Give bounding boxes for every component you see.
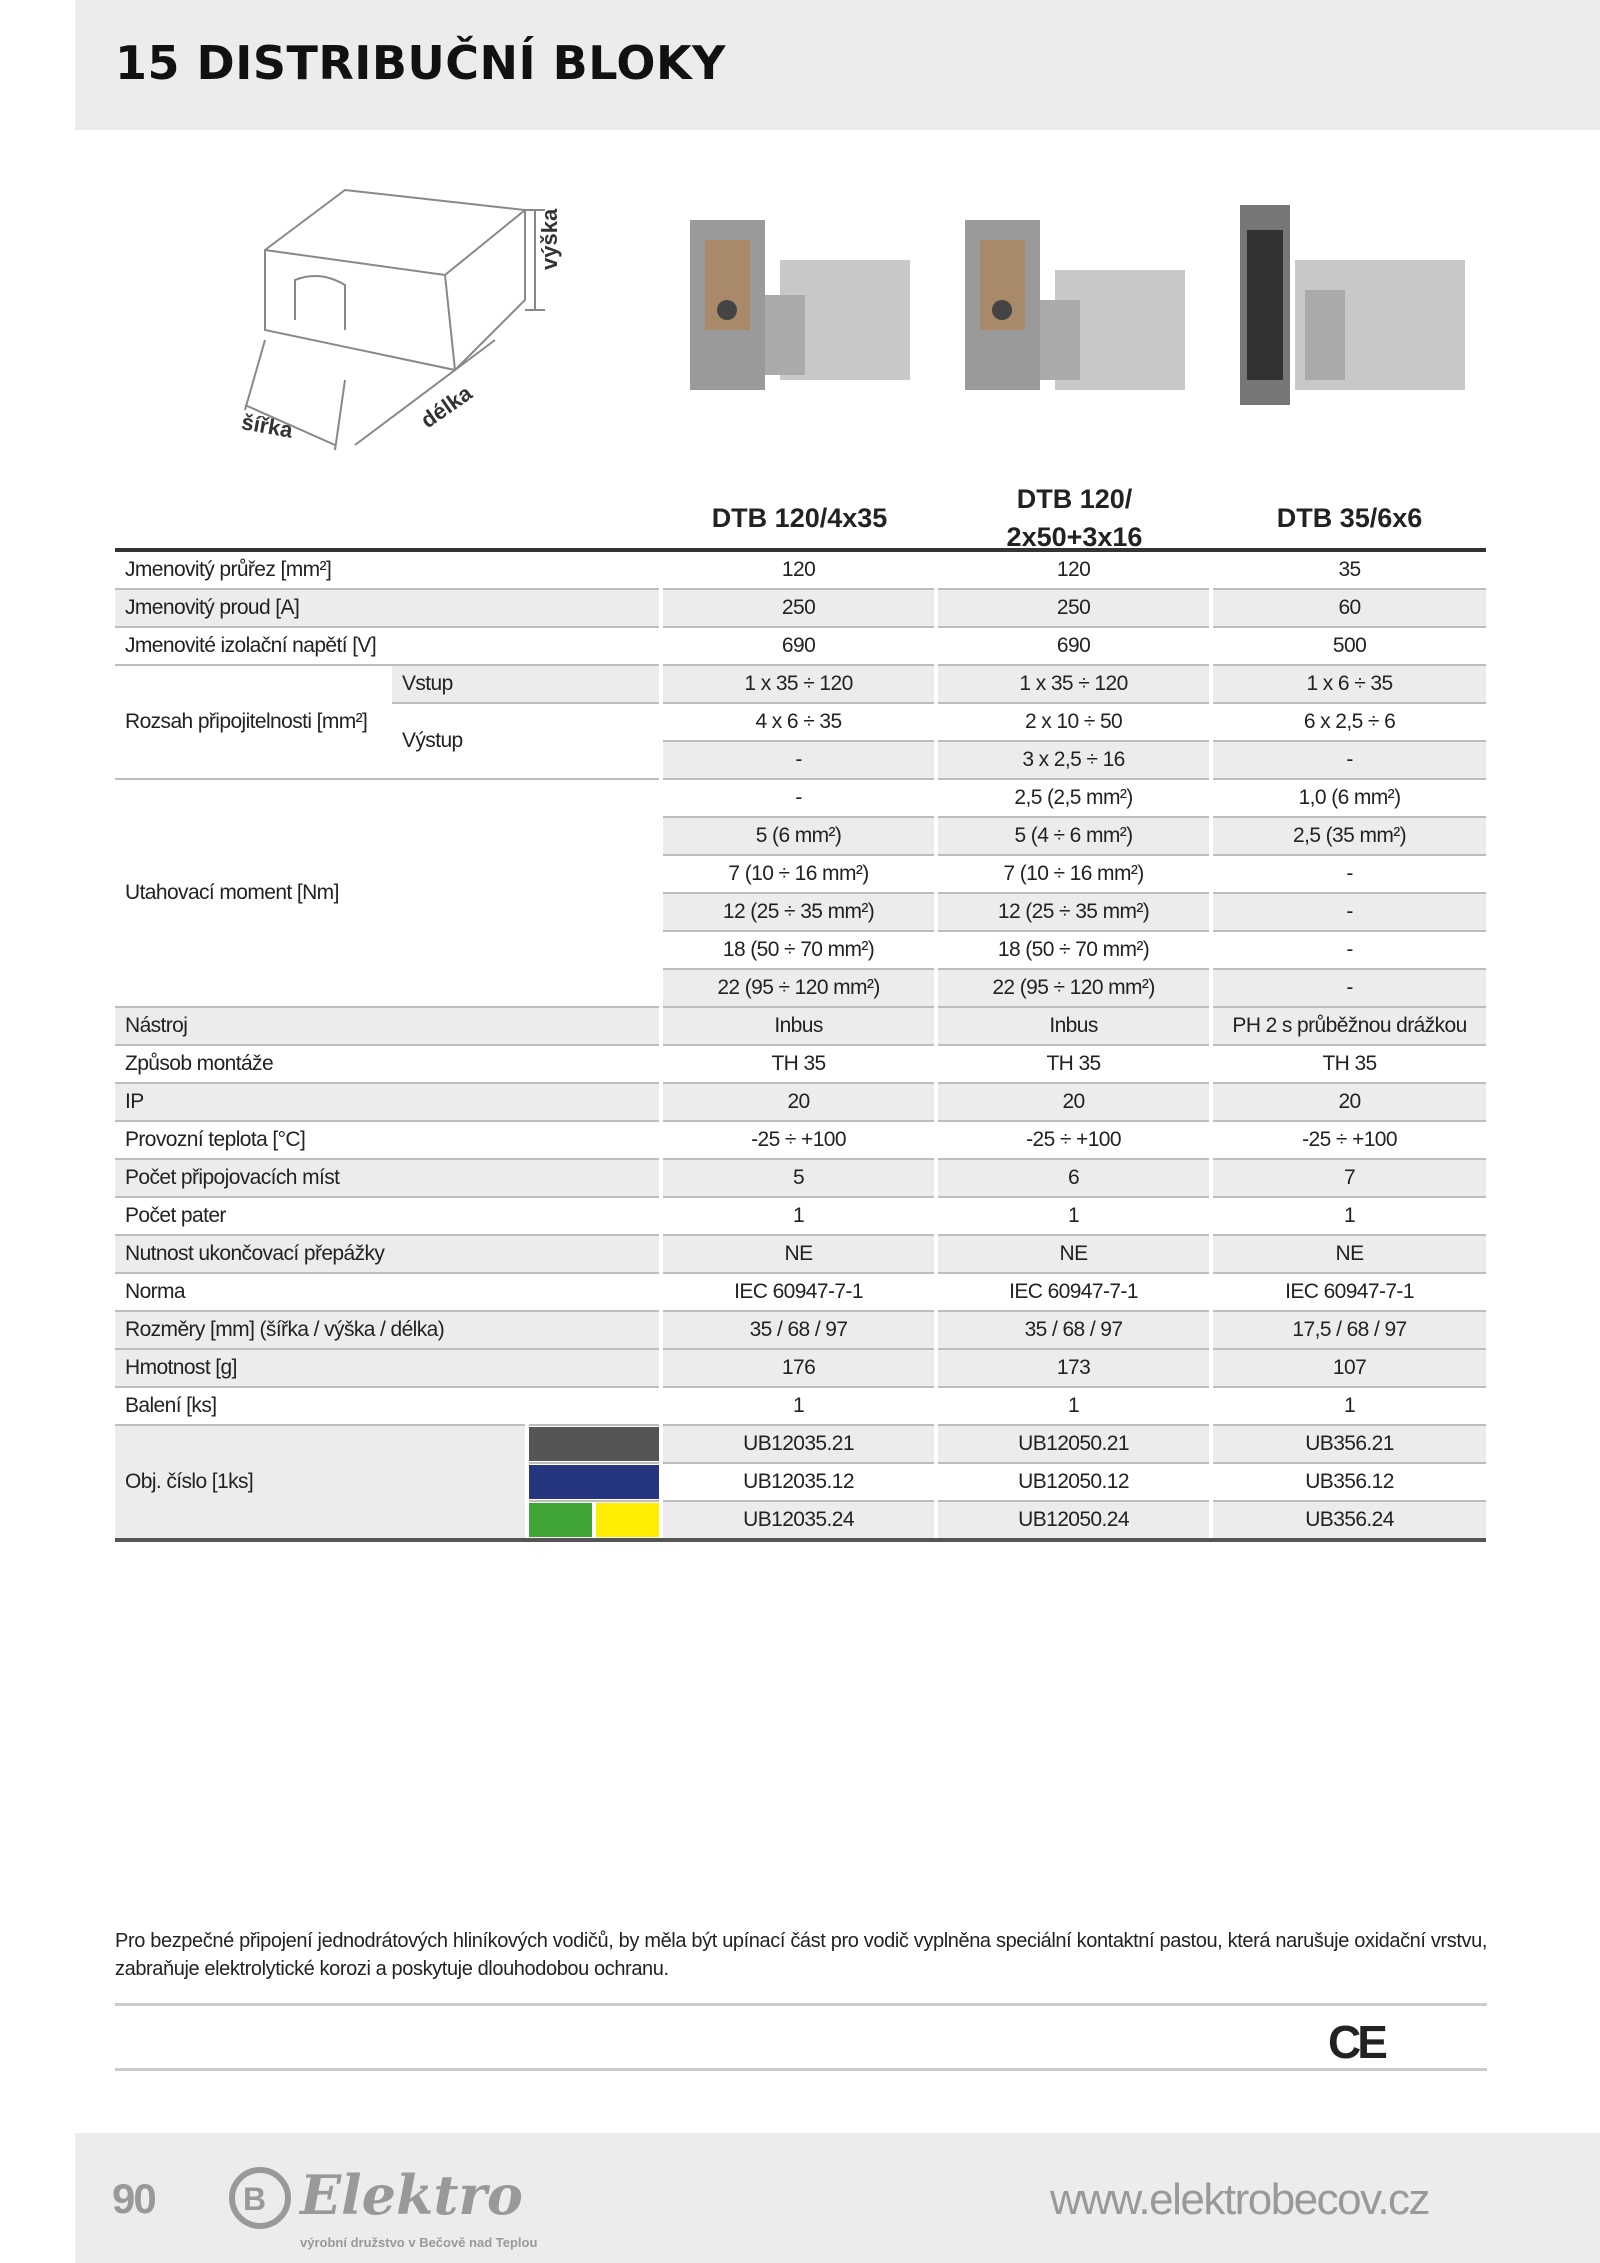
cell-value: 1,0 (6 mm²) bbox=[1211, 779, 1486, 817]
row-label: Jmenovitý průřez [mm²] bbox=[115, 550, 661, 589]
cell-value: 35 bbox=[1211, 550, 1486, 589]
table-row bbox=[115, 1387, 1486, 1425]
table-row bbox=[115, 1121, 1486, 1159]
table-row bbox=[115, 1007, 1486, 1045]
row-label: Způsob montáže bbox=[115, 1045, 661, 1083]
cell-value: 2,5 (2,5 mm²) bbox=[936, 779, 1211, 817]
table-row bbox=[115, 1273, 1486, 1311]
product-header-1: DTB 120/4x35 bbox=[711, 502, 888, 533]
color-swatch bbox=[527, 1501, 661, 1540]
cell-value: 20 bbox=[661, 1083, 936, 1121]
cell-value: -25 ÷ +100 bbox=[936, 1121, 1211, 1159]
color-swatch bbox=[527, 1463, 661, 1501]
cell-value: 2,5 (35 mm²) bbox=[1211, 817, 1486, 855]
cell-value: 5 (4 ÷ 6 mm²) bbox=[936, 817, 1211, 855]
cell-value: - bbox=[661, 741, 936, 779]
cell-value: - bbox=[1211, 893, 1486, 931]
cell-value: 5 (6 mm²) bbox=[661, 817, 936, 855]
color-swatch-fill bbox=[529, 1503, 592, 1537]
row-label: Norma bbox=[115, 1273, 661, 1311]
product-image-1 bbox=[680, 200, 920, 415]
cell-value: 12 (25 ÷ 35 mm²) bbox=[936, 893, 1211, 931]
table-row bbox=[115, 1311, 1486, 1349]
cell-value: 35 / 68 / 97 bbox=[661, 1311, 936, 1349]
cell-value: 6 bbox=[936, 1159, 1211, 1197]
product-image-2 bbox=[955, 200, 1195, 415]
cell-value: 1 bbox=[936, 1197, 1211, 1235]
cell-value: UB12050.12 bbox=[936, 1463, 1211, 1501]
cell-value: 1 x 35 ÷ 120 bbox=[661, 665, 936, 703]
cell-value: UB356.12 bbox=[1211, 1463, 1486, 1501]
page-header bbox=[75, 0, 1600, 130]
cell-value: 7 (10 ÷ 16 mm²) bbox=[936, 855, 1211, 893]
cell-value: 7 bbox=[1211, 1159, 1486, 1197]
dimension-drawing bbox=[225, 180, 565, 480]
cell-value: UB12035.24 bbox=[661, 1501, 936, 1540]
spec-table bbox=[115, 548, 1486, 1542]
footnote: Pro bezpečné připojení jednodrátových hliníkových vodičů, by měla být upínací část pro vodič vyplněna speciální kontaktní pastou, která narušuje oxidační vrstvu, zabraňuje elektrolytické korozi a poskytuje dlouhodobou ochranu. bbox=[115, 1930, 1487, 1980]
cell-value: - bbox=[1211, 969, 1486, 1007]
cell-value: IEC 60947-7-1 bbox=[1211, 1273, 1486, 1311]
divider bbox=[115, 2068, 1487, 2071]
width-label: šířka bbox=[239, 409, 295, 443]
cell-value: PH 2 s průběžnou drážkou bbox=[1211, 1007, 1486, 1045]
cell-value: NE bbox=[661, 1235, 936, 1273]
cell-value: 1 bbox=[1211, 1197, 1486, 1235]
cell-value: 250 bbox=[936, 589, 1211, 627]
cell-value: 173 bbox=[936, 1349, 1211, 1387]
cell-value: 20 bbox=[936, 1083, 1211, 1121]
cell-value: 20 bbox=[1211, 1083, 1486, 1121]
row-sublabel: Vstup bbox=[392, 665, 661, 703]
table-row bbox=[115, 627, 1486, 665]
cell-value: UB12035.21 bbox=[661, 1425, 936, 1463]
table-row bbox=[115, 550, 1486, 589]
cell-value: 4 x 6 ÷ 35 bbox=[661, 703, 936, 741]
cell-value: TH 35 bbox=[936, 1045, 1211, 1083]
cell-value: 1 bbox=[661, 1387, 936, 1425]
row-label: Obj. číslo [1ks] bbox=[115, 1425, 527, 1540]
cell-value: 500 bbox=[1211, 627, 1486, 665]
table-row bbox=[115, 1159, 1486, 1197]
cell-value: UB12050.21 bbox=[936, 1425, 1211, 1463]
cell-value: UB356.24 bbox=[1211, 1501, 1486, 1540]
row-label: Jmenovité izolační napětí [V] bbox=[115, 627, 661, 665]
divider bbox=[115, 2003, 1487, 2006]
logo-name: Elektro bbox=[300, 2163, 523, 2227]
row-label: Hmotnost [g] bbox=[115, 1349, 661, 1387]
cell-value: 60 bbox=[1211, 589, 1486, 627]
cell-value: NE bbox=[936, 1235, 1211, 1273]
height-label: výška bbox=[537, 208, 562, 270]
row-label: Rozměry [mm] (šířka / výška / délka) bbox=[115, 1311, 661, 1349]
cell-value: -25 ÷ +100 bbox=[661, 1121, 936, 1159]
color-swatch-fill bbox=[529, 1427, 659, 1461]
cell-value: 18 (50 ÷ 70 mm²) bbox=[936, 931, 1211, 969]
cell-value: 1 bbox=[661, 1197, 936, 1235]
row-label: Nutnost ukončovací přepážky bbox=[115, 1235, 661, 1273]
cell-value: UB12035.12 bbox=[661, 1463, 936, 1501]
eb-logo-icon bbox=[225, 2163, 295, 2233]
row-label: Počet pater bbox=[115, 1197, 661, 1235]
svg-text:B: B bbox=[243, 2181, 267, 2217]
cell-value: - bbox=[1211, 741, 1486, 779]
cell-value: NE bbox=[1211, 1235, 1486, 1273]
table-row bbox=[115, 1083, 1486, 1121]
table-row bbox=[115, 665, 1486, 703]
cell-value: 17,5 / 68 / 97 bbox=[1211, 1311, 1486, 1349]
cell-value: 1 x 6 ÷ 35 bbox=[1211, 665, 1486, 703]
product-image-3 bbox=[1235, 200, 1475, 415]
row-label: Jmenovitý proud [A] bbox=[115, 589, 661, 627]
cell-value: 1 bbox=[1211, 1387, 1486, 1425]
cell-value: - bbox=[1211, 931, 1486, 969]
cell-value: - bbox=[661, 779, 936, 817]
cell-value: 18 (50 ÷ 70 mm²) bbox=[661, 931, 936, 969]
cell-value: 250 bbox=[661, 589, 936, 627]
cell-value: Inbus bbox=[661, 1007, 936, 1045]
row-label: IP bbox=[115, 1083, 661, 1121]
cell-value: 22 (95 ÷ 120 mm²) bbox=[936, 969, 1211, 1007]
color-swatch bbox=[527, 1425, 661, 1463]
cell-value: 3 x 2,5 ÷ 16 bbox=[936, 741, 1211, 779]
table-row bbox=[115, 1349, 1486, 1387]
cell-value: 1 x 35 ÷ 120 bbox=[936, 665, 1211, 703]
table-row bbox=[115, 779, 1486, 817]
row-label: Počet připojovacích míst bbox=[115, 1159, 661, 1197]
cell-value: 1 bbox=[936, 1387, 1211, 1425]
cell-value: 7 (10 ÷ 16 mm²) bbox=[661, 855, 936, 893]
product-header-2: DTB 120/ 2x50+3x16 bbox=[1006, 483, 1143, 552]
cell-value: TH 35 bbox=[661, 1045, 936, 1083]
cell-value: 120 bbox=[661, 550, 936, 589]
page-title: 15 DISTRIBUČNÍ BLOKY bbox=[115, 36, 726, 90]
length-label: délka bbox=[416, 380, 477, 434]
cell-value: 176 bbox=[661, 1349, 936, 1387]
cell-value: 107 bbox=[1211, 1349, 1486, 1387]
cell-value: TH 35 bbox=[1211, 1045, 1486, 1083]
cell-value: 690 bbox=[661, 627, 936, 665]
cell-value: IEC 60947-7-1 bbox=[661, 1273, 936, 1311]
website-url[interactable]: www.elektrobecov.cz bbox=[1050, 2175, 1430, 2224]
logo-subtitle: výrobní družstvo v Bečově nad Teplou bbox=[300, 2235, 538, 2250]
page-number: 90 bbox=[112, 2175, 155, 2222]
page-footer bbox=[75, 2133, 1600, 2263]
row-sublabel: Výstup bbox=[392, 703, 661, 779]
color-swatch-fill bbox=[529, 1465, 659, 1499]
cell-value: 35 / 68 / 97 bbox=[936, 1311, 1211, 1349]
color-swatch-fill bbox=[596, 1503, 659, 1537]
row-label: Utahovací moment [Nm] bbox=[115, 779, 661, 1007]
cell-value: 6 x 2,5 ÷ 6 bbox=[1211, 703, 1486, 741]
cell-value: IEC 60947-7-1 bbox=[936, 1273, 1211, 1311]
cell-value: UB12050.24 bbox=[936, 1501, 1211, 1540]
cell-value: - bbox=[1211, 855, 1486, 893]
cell-value: 5 bbox=[661, 1159, 936, 1197]
cell-value: Inbus bbox=[936, 1007, 1211, 1045]
cell-value: 690 bbox=[936, 627, 1211, 665]
cell-value: 2 x 10 ÷ 50 bbox=[936, 703, 1211, 741]
row-label: Balení [ks] bbox=[115, 1387, 661, 1425]
table-row bbox=[115, 1197, 1486, 1235]
row-label: Provozní teplota [°C] bbox=[115, 1121, 661, 1159]
product-header-3: DTB 35/6x6 bbox=[1276, 502, 1423, 533]
cell-value: -25 ÷ +100 bbox=[1211, 1121, 1486, 1159]
cell-value: UB356.21 bbox=[1211, 1425, 1486, 1463]
row-label: Rozsah připojitelnosti [mm²] bbox=[115, 665, 392, 779]
table-row bbox=[115, 589, 1486, 627]
table-row bbox=[115, 1235, 1486, 1273]
cell-value: 22 (95 ÷ 120 mm²) bbox=[661, 969, 936, 1007]
table-row bbox=[115, 1425, 1486, 1463]
cell-value: 12 (25 ÷ 35 mm²) bbox=[661, 893, 936, 931]
ce-mark: CE bbox=[1328, 2016, 1384, 2068]
company-logo bbox=[225, 2163, 538, 2250]
row-label: Nástroj bbox=[115, 1007, 661, 1045]
table-row bbox=[115, 1045, 1486, 1083]
cell-value: 120 bbox=[936, 550, 1211, 589]
